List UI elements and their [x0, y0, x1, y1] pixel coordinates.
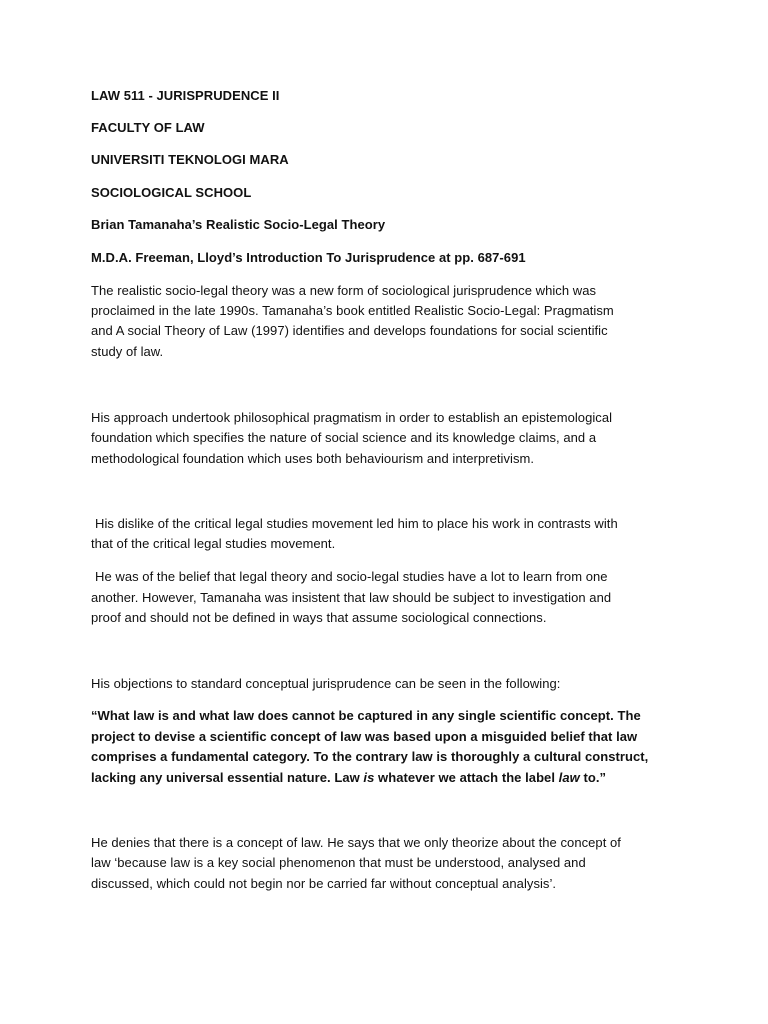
- paragraph-line: law ‘because law is a key social phenomenon that must be understood, analysed and: [91, 855, 586, 870]
- quote-emphasis: law: [558, 770, 580, 785]
- paragraph-line: proof and should not be defined in ways that assume sociological connections.: [91, 610, 547, 625]
- paragraph-line: foundation which specifies the nature of social science and its knowledge claims, and a: [91, 430, 597, 445]
- paragraph-line: He denies that there is a concept of law. He says that we only theorize about the concept of: [91, 835, 621, 850]
- paragraph-line: that of the critical legal studies movement.: [91, 536, 336, 551]
- quote-text: whatever we attach the label: [374, 770, 559, 785]
- quote-line: project to devise a scientific concept of law was based upon a misguided belief that law: [91, 729, 638, 744]
- quote-text: to.”: [579, 770, 607, 785]
- paragraph-line: proclaimed in the late 1990s. Tamanaha’s book entitled Realistic Socio-Legal: Pragmatism: [91, 303, 614, 318]
- paragraph-line: another. However, Tamanaha was insistent that law should be subject to investigation and: [91, 590, 612, 605]
- paragraph-line: He was of the belief that legal theory and socio-legal studies have a lot to learn from one: [95, 569, 608, 584]
- school-heading: SOCIOLOGICAL SCHOOL: [91, 185, 252, 200]
- paragraph-line: His dislike of the critical legal studies movement led him to place his work in contrasts with: [95, 516, 618, 531]
- paragraph-line: study of law.: [91, 344, 164, 359]
- university-heading: UNIVERSITI TEKNOLOGI MARA: [91, 152, 289, 167]
- faculty-heading: FACULTY OF LAW: [91, 120, 205, 135]
- paragraph-line: His approach undertook philosophical pragmatism in order to establish an epistemological: [91, 410, 613, 425]
- paragraph-line: The realistic socio-legal theory was a new form of sociological jurisprudence which was: [91, 283, 597, 298]
- paragraph-line: His objections to standard conceptual jurisprudence can be seen in the following:: [91, 676, 561, 691]
- paragraph-line: and A social Theory of Law (1997) identifies and develops foundations for social scientific: [91, 323, 608, 338]
- quote-line: “What law is and what law does cannot be captured in any single scientific concept. The: [91, 708, 641, 723]
- paragraph-line: discussed, which could not begin nor be carried far without conceptual analysis’.: [91, 876, 557, 891]
- quote-last-line: [91, 770, 606, 786]
- quote-text: lacking any universal essential nature. Law: [91, 770, 364, 785]
- reference-heading: M.D.A. Freeman, Lloyd’s Introduction To Jurisprudence at pp. 687-691: [91, 250, 526, 265]
- quote-emphasis: is: [363, 770, 375, 785]
- topic-heading: Brian Tamanaha’s Realistic Socio-Legal Theory: [91, 217, 386, 232]
- paragraph-line: methodological foundation which uses both behaviourism and interpretivism.: [91, 451, 535, 466]
- course-heading: LAW 511 - JURISPRUDENCE II: [91, 88, 280, 103]
- quote-line: comprises a fundamental category. To the contrary law is thoroughly a cultural construct,: [91, 749, 649, 764]
